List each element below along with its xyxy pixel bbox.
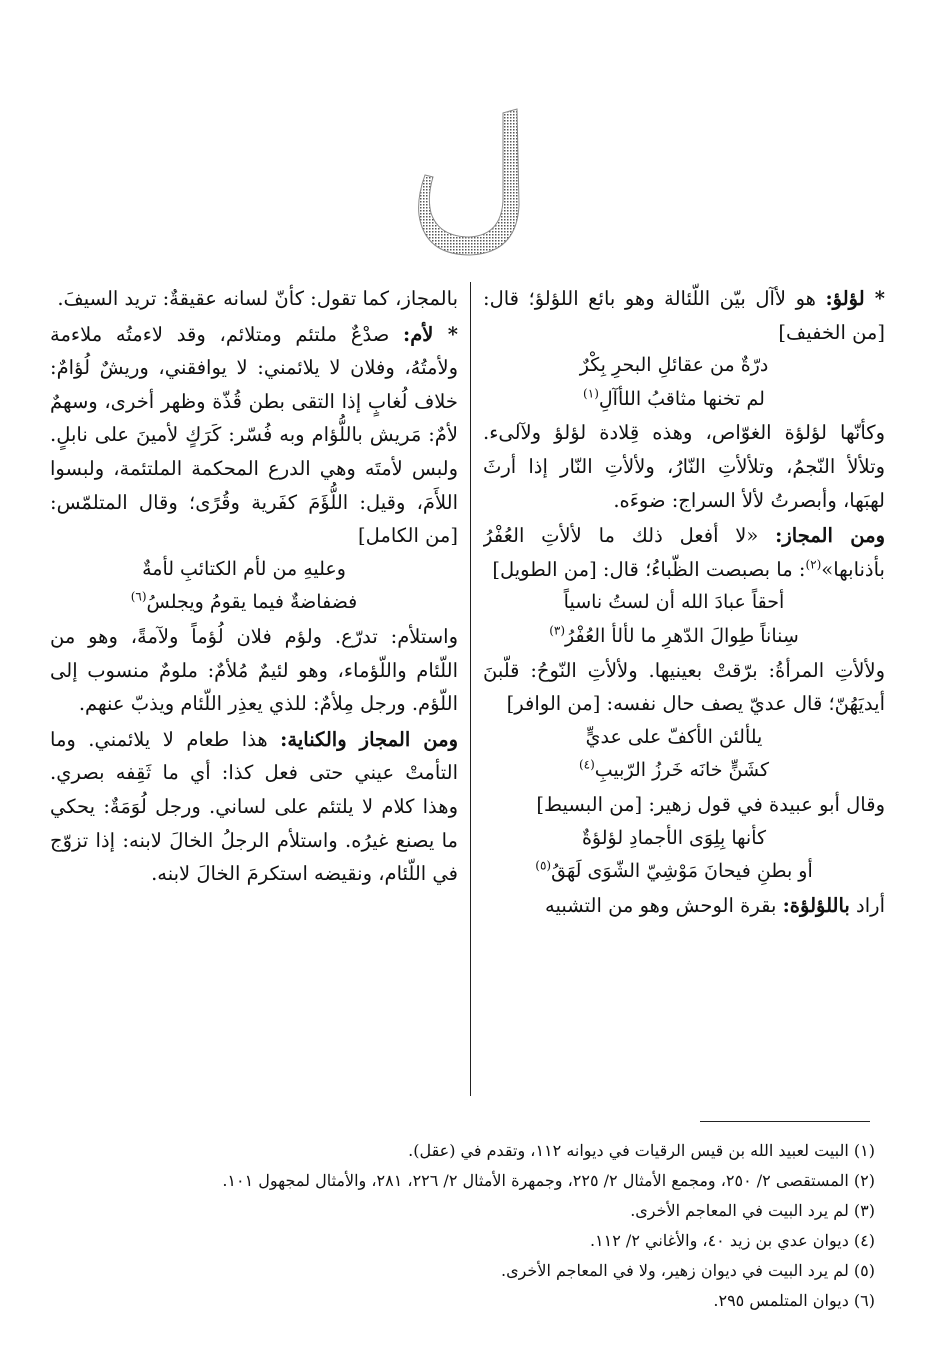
verse-line: كشَنٍّ خانَه خَرزُ الرّبيبِ$^{(٤)}$	[578, 757, 770, 782]
paragraph: ومن المجاز: «لا أفعل ذلك ما لألأتِ العُفْرُ بأذنابها»$^{(٢)}$: ما بصبصت الظّباءُ؛ قال: [من الطويل]	[483, 524, 885, 581]
left-column	[50, 282, 458, 1102]
section-letter-lam	[405, 105, 535, 265]
column-divider	[470, 282, 471, 1096]
verse-line: لم تخنها مثاقبُ اللأآلِ$^{(١)}$	[583, 386, 765, 410]
paragraph: وقال أبو عبيدة في قول زهير: [من البسيط]	[536, 792, 885, 816]
footnote-ref: (٥)	[535, 858, 552, 873]
verse-line: أحقاً عبادَ الله أن لستُ ناسياً	[563, 591, 785, 614]
verse-line: وعليهِ من لأم الكتائبِ لأمةٌ	[142, 557, 346, 580]
verse-line: يلألئن الأكفّ على عديٍّ	[585, 725, 763, 748]
entry-headword: * لؤلؤ:	[825, 287, 885, 310]
verse-line: سِناناً طِوالَ الدّهرِ ما لألأ العُفْرُ$^{(٣)}$	[549, 623, 799, 647]
footnotes	[60, 1136, 875, 1316]
entry-laam: * لأم: صدْعٌ ملتئم ومتلائم، وقد لاءمتُه ملاءمة ولأمتُهُ، وفلان لا يلائمني: لا يوافقني، وريشٌ لُؤامٌ: خلاف لُغابٍ إذا التقى بطن قُذّة وظهر أخرى، وسهمٌ لأمٌ: مَريش باللُّؤام وبه فُسّر: كَرَكٍ لأمينَ على نابلٍ. ولبس لأمتَه وهي الدرع المحكمة الملتئمة، ولبسوا اللأَمَ، وقيل: اللُّؤَمَ كفَرية وقُرًى؛ وقال المتلمّس: [من الكامل]	[50, 322, 458, 548]
verse-line: أو بطنِ فيحانَ مَوْشِيّ الشّوَى لَهَقُ$^{(٥)}$	[535, 858, 813, 883]
paragraph: ولألأتِ المرأةُ: برّقتْ بعينيها. ولألأتِ النّوحُ: قلّبنَ أيديَهُنّ؛ قال عديّ يصف حال نفسه: [من الوافر]	[483, 658, 885, 716]
paragraph: واستلأم: تدرّع. ولؤم فلان لُؤماً ولآمةً، وهو من اللّئام واللّؤماء، وهو لئيمٌ مُلأمٌ: ملومٌ منسوب إلى اللّؤم. ورجل مِلأمٌ: للذي يعذِر اللّئام ويذبّ عنهم.	[50, 624, 458, 716]
footnote-separator	[700, 1121, 870, 1122]
paragraph: وكأنّها لؤلؤة الغوّاص، وهذه قِلادة لؤلؤ ولآلىء. وتلألأ النّجمُ، وتلألأتِ النّارُ، ولألأتِ النّار إذا أرثَ لهبَها، وأبصرتُ لألأ السراج: ضوءَه.	[483, 421, 885, 512]
footnote: (٤) ديوان عدي بن زيد ٤٠، والأغاني ٢/ ١١٢.	[589, 1231, 875, 1250]
verse-line: فضفاضةٌ فيما يقومُ ويجلسُ$^{(٦)}$	[130, 590, 358, 614]
entry-headword: * لأم:	[403, 322, 458, 346]
footnote: (٥) لم يرد البيت في ديوان زهير، ولا في المعاجم الأخرى.	[500, 1261, 875, 1280]
footnote: (٢) المستقصى ٢/ ٢٥٠، ومجمع الأمثال ٢/ ٢٢٥، وجمهرة الأمثال ٢/ ٢٢٦، ٢٨١، والأمثال لمجهول ١٠١.	[222, 1171, 875, 1190]
footnote-ref: (٤)	[578, 757, 595, 772]
paragraph: أراد باللؤلؤة: بقرة الوحش وهو من التشبيه	[545, 893, 885, 917]
footnote-ref: (٣)	[549, 623, 566, 638]
footnote: (١) البيت لعبيد الله بن قيس الرقيات في ديوانه ١١٢، وتقدم في (عقل).	[408, 1141, 875, 1160]
footnote-ref: (١)	[583, 386, 599, 401]
entry-lulu: * لؤلؤ: هو لأآل بيّن اللّئالة وهو بائع اللؤلؤ؛ قال: [من الخفيف]	[483, 287, 885, 344]
footnote: (٦) ديوان المتلمس ٢٩٥.	[713, 1291, 875, 1310]
paragraph: ومن المجاز والكناية: هذا طعام لا يلائمني. وما التأمتْ عيني حتى فعل كذا: أي ما ثَقِفه بصري. وهذا كلام لا يلتئم على لساني. ورجل لُوَمَةٌ: يحكي ما يصنع غيرُه. واستلأم الرجلُ الخالَ لابنه: إذا تزوّج في اللّئام، ونقيضه استكرمَ الخالَ لابنه.	[50, 727, 458, 886]
section-marker: ومن المجاز والكناية:	[280, 727, 458, 751]
footnote: (٣) لم يرد البيت في المعاجم الأخرى.	[630, 1201, 875, 1220]
paragraph: بالمجاز، كما تقول: كأنّ لسانه عقيقةٌ: تريد السيفَ.	[57, 287, 458, 310]
section-marker: ومن المجاز:	[775, 524, 885, 548]
footnote-ref: (٦)	[130, 590, 147, 605]
verse-line: كأنها بِلِوَى الأجمادِ لؤلؤةٌ	[581, 826, 767, 849]
verse-line: درّةٌ من عقائلِ البحرِ بِكْرٌ	[579, 354, 769, 377]
right-column	[483, 282, 885, 1102]
footnote-ref: (٢)	[805, 557, 822, 572]
